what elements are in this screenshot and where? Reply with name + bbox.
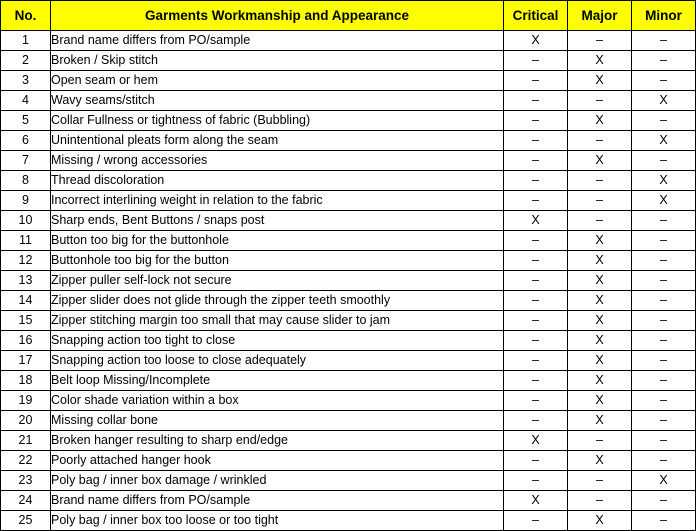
- cell-minor: X: [632, 91, 696, 111]
- table-header: [1, 1, 696, 31]
- table-row: [1, 131, 696, 151]
- cell-no: 23: [1, 471, 51, 491]
- cell-minor: –: [632, 251, 696, 271]
- cell-major: X: [568, 331, 632, 351]
- cell-no: 11: [1, 231, 51, 251]
- cell-major: X: [568, 311, 632, 331]
- table-row: [1, 411, 696, 431]
- table-row: [1, 371, 696, 391]
- cell-description: Belt loop Missing/Incomplete: [51, 371, 504, 391]
- cell-description: Color shade variation within a box: [51, 391, 504, 411]
- cell-description: Snapping action too tight to close: [51, 331, 504, 351]
- cell-description: Missing collar bone: [51, 411, 504, 431]
- cell-minor: X: [632, 131, 696, 151]
- cell-description: Collar Fullness or tightness of fabric (Bubbling): [51, 111, 504, 131]
- cell-description: Buttonhole too big for the button: [51, 251, 504, 271]
- cell-minor: –: [632, 311, 696, 331]
- cell-critical: –: [504, 51, 568, 71]
- cell-no: 12: [1, 251, 51, 271]
- cell-minor: –: [632, 51, 696, 71]
- cell-description: Poorly attached hanger hook: [51, 451, 504, 471]
- cell-minor: –: [632, 411, 696, 431]
- cell-no: 15: [1, 311, 51, 331]
- cell-critical: –: [504, 231, 568, 251]
- table-row: [1, 511, 696, 531]
- cell-critical: –: [504, 391, 568, 411]
- cell-critical: –: [504, 331, 568, 351]
- cell-no: 10: [1, 211, 51, 231]
- cell-no: 4: [1, 91, 51, 111]
- cell-major: X: [568, 271, 632, 291]
- cell-no: 19: [1, 391, 51, 411]
- cell-minor: –: [632, 211, 696, 231]
- cell-description: Zipper slider does not glide through the zipper teeth smoothly: [51, 291, 504, 311]
- cell-critical: –: [504, 371, 568, 391]
- cell-description: Poly bag / inner box damage / wrinkled: [51, 471, 504, 491]
- table-row: [1, 431, 696, 451]
- header-critical: Critical: [504, 1, 568, 31]
- cell-minor: –: [632, 231, 696, 251]
- table-row: [1, 451, 696, 471]
- cell-major: X: [568, 291, 632, 311]
- cell-no: 13: [1, 271, 51, 291]
- cell-description: Zipper stitching margin too small that may cause slider to jam: [51, 311, 504, 331]
- cell-minor: –: [632, 431, 696, 451]
- cell-major: X: [568, 71, 632, 91]
- cell-critical: –: [504, 411, 568, 431]
- table-row: [1, 471, 696, 491]
- cell-major: X: [568, 411, 632, 431]
- cell-critical: X: [504, 31, 568, 51]
- table-row: [1, 151, 696, 171]
- cell-critical: –: [504, 351, 568, 371]
- cell-description: Incorrect interlining weight in relation to the fabric: [51, 191, 504, 211]
- cell-minor: –: [632, 151, 696, 171]
- cell-critical: –: [504, 151, 568, 171]
- cell-description: Unintentional pleats form along the seam: [51, 131, 504, 151]
- table-row: [1, 211, 696, 231]
- table-row: [1, 331, 696, 351]
- table-row: [1, 171, 696, 191]
- header-no: No.: [1, 1, 51, 31]
- cell-description: Open seam or hem: [51, 71, 504, 91]
- cell-no: 16: [1, 331, 51, 351]
- cell-no: 22: [1, 451, 51, 471]
- cell-minor: –: [632, 391, 696, 411]
- cell-major: X: [568, 371, 632, 391]
- cell-no: 8: [1, 171, 51, 191]
- cell-no: 2: [1, 51, 51, 71]
- table-row: [1, 251, 696, 271]
- cell-no: 3: [1, 71, 51, 91]
- cell-description: Thread discoloration: [51, 171, 504, 191]
- table-row: [1, 391, 696, 411]
- cell-major: X: [568, 451, 632, 471]
- table-row: [1, 91, 696, 111]
- cell-major: X: [568, 351, 632, 371]
- cell-no: 5: [1, 111, 51, 131]
- cell-major: X: [568, 111, 632, 131]
- table-body: [1, 31, 696, 531]
- cell-major: –: [568, 211, 632, 231]
- cell-major: X: [568, 511, 632, 531]
- cell-description: Broken hanger resulting to sharp end/edge: [51, 431, 504, 451]
- cell-major: –: [568, 431, 632, 451]
- cell-minor: –: [632, 451, 696, 471]
- table-row: [1, 271, 696, 291]
- header-description: Garments Workmanship and Appearance: [51, 1, 504, 31]
- cell-critical: –: [504, 111, 568, 131]
- cell-major: –: [568, 471, 632, 491]
- cell-critical: X: [504, 211, 568, 231]
- cell-no: 25: [1, 511, 51, 531]
- table-row: [1, 31, 696, 51]
- cell-critical: –: [504, 471, 568, 491]
- cell-no: 21: [1, 431, 51, 451]
- table-row: [1, 491, 696, 511]
- table-row: [1, 111, 696, 131]
- cell-minor: X: [632, 171, 696, 191]
- cell-minor: –: [632, 511, 696, 531]
- cell-critical: X: [504, 431, 568, 451]
- cell-no: 17: [1, 351, 51, 371]
- cell-description: Sharp ends, Bent Buttons / snaps post: [51, 211, 504, 231]
- cell-no: 14: [1, 291, 51, 311]
- cell-minor: –: [632, 71, 696, 91]
- cell-critical: –: [504, 271, 568, 291]
- cell-major: –: [568, 491, 632, 511]
- table-row: [1, 291, 696, 311]
- cell-critical: –: [504, 291, 568, 311]
- cell-description: Wavy seams/stitch: [51, 91, 504, 111]
- cell-description: Zipper puller self-lock not secure: [51, 271, 504, 291]
- cell-description: Button too big for the buttonhole: [51, 231, 504, 251]
- cell-minor: –: [632, 331, 696, 351]
- cell-minor: –: [632, 31, 696, 51]
- cell-no: 24: [1, 491, 51, 511]
- cell-description: Missing / wrong accessories: [51, 151, 504, 171]
- header-major: Major: [568, 1, 632, 31]
- cell-critical: –: [504, 131, 568, 151]
- cell-no: 6: [1, 131, 51, 151]
- cell-critical: –: [504, 451, 568, 471]
- cell-critical: –: [504, 171, 568, 191]
- cell-description: Brand name differs from PO/sample: [51, 491, 504, 511]
- cell-critical: –: [504, 311, 568, 331]
- cell-minor: –: [632, 491, 696, 511]
- cell-critical: –: [504, 91, 568, 111]
- cell-minor: X: [632, 191, 696, 211]
- cell-critical: X: [504, 491, 568, 511]
- table-row: [1, 71, 696, 91]
- cell-no: 7: [1, 151, 51, 171]
- header-minor: Minor: [632, 1, 696, 31]
- cell-description: Snapping action too loose to close adequately: [51, 351, 504, 371]
- cell-major: –: [568, 191, 632, 211]
- cell-minor: –: [632, 111, 696, 131]
- header-row: [1, 1, 696, 31]
- cell-major: –: [568, 131, 632, 151]
- table-row: [1, 191, 696, 211]
- cell-critical: –: [504, 71, 568, 91]
- cell-major: –: [568, 91, 632, 111]
- cell-minor: –: [632, 271, 696, 291]
- cell-minor: –: [632, 371, 696, 391]
- cell-critical: –: [504, 251, 568, 271]
- cell-description: Brand name differs from PO/sample: [51, 31, 504, 51]
- cell-no: 1: [1, 31, 51, 51]
- table-row: [1, 51, 696, 71]
- cell-major: X: [568, 391, 632, 411]
- cell-no: 20: [1, 411, 51, 431]
- cell-description: Poly bag / inner box too loose or too tight: [51, 511, 504, 531]
- cell-minor: X: [632, 471, 696, 491]
- table-row: [1, 351, 696, 371]
- cell-major: –: [568, 31, 632, 51]
- cell-minor: –: [632, 291, 696, 311]
- cell-major: X: [568, 51, 632, 71]
- cell-description: Broken / Skip stitch: [51, 51, 504, 71]
- cell-critical: –: [504, 511, 568, 531]
- cell-minor: –: [632, 351, 696, 371]
- cell-no: 9: [1, 191, 51, 211]
- table-row: [1, 231, 696, 251]
- cell-major: X: [568, 231, 632, 251]
- cell-major: X: [568, 151, 632, 171]
- table-row: [1, 311, 696, 331]
- cell-critical: –: [504, 191, 568, 211]
- cell-major: –: [568, 171, 632, 191]
- cell-major: X: [568, 251, 632, 271]
- cell-no: 18: [1, 371, 51, 391]
